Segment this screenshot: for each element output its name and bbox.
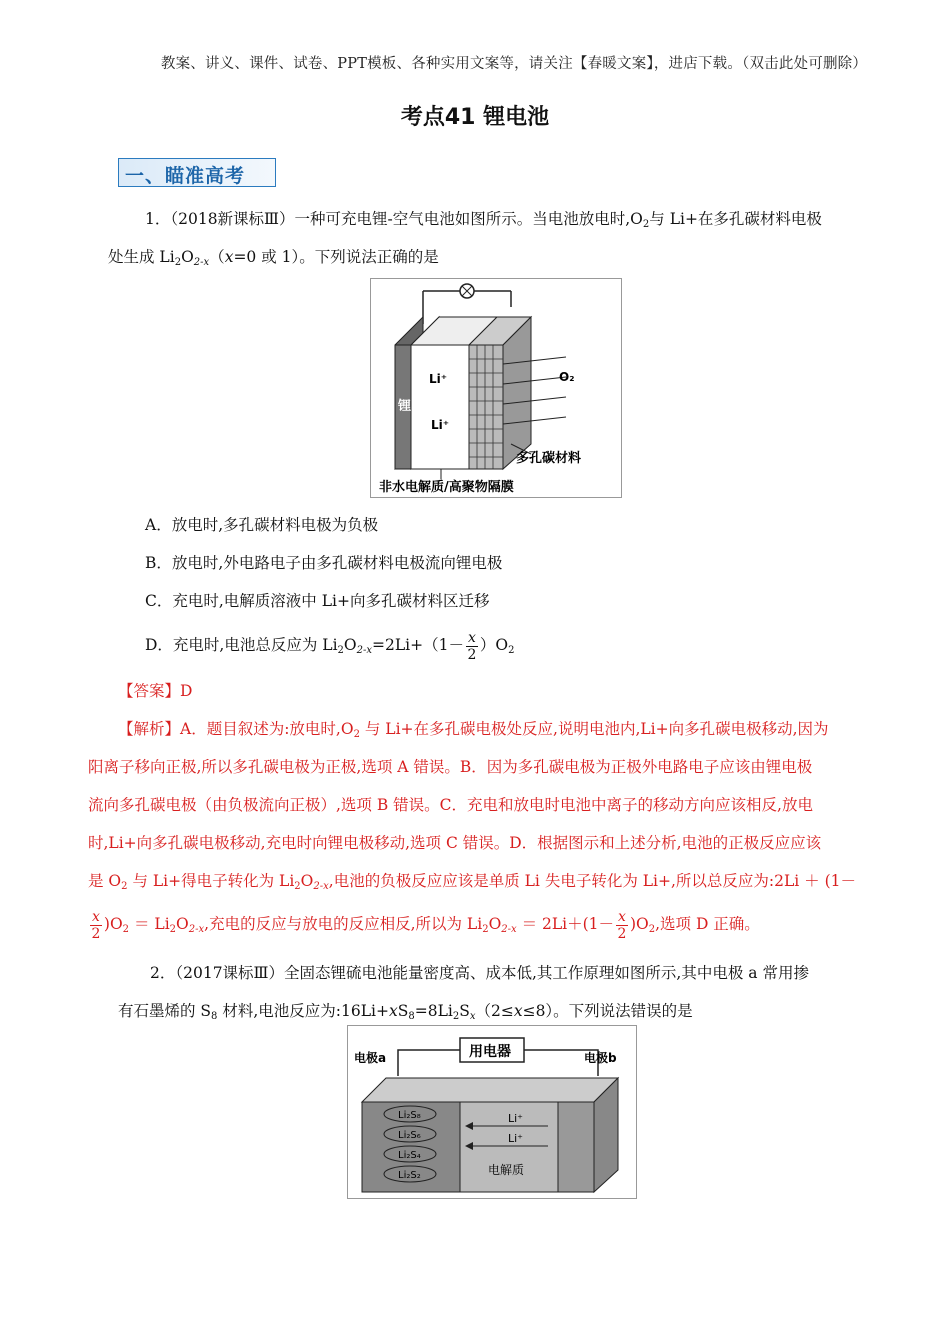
exp-line-6: $\frac{x}{2}$ )$O_2 = Li_2O_{2-x}$,充电的反应与放电的反应相反,所以为 $Li_2O_{2-x} = 2Li+(1-$ $\frac{x}{2}$ )$O_2$,选项 D 正确。	[91, 908, 760, 942]
q2-line1: 2．（2017课标Ⅲ）全固态锂硫电池能量密度高、成本低,其工作原理如图所示,其中电极 a 常用掺	[150, 964, 809, 982]
page-title: 考点41 锂电池	[400, 105, 550, 130]
li2s2-label: Li₂S₂	[398, 1170, 421, 1181]
q1-option-b[interactable]: B．放电时,外电路电子由多孔碳材料电极流向锂电极	[145, 554, 503, 572]
lithium-label: 锂	[398, 399, 412, 414]
exp-line-1: 【解析】A．题目叙述为:放电时$,O_2$ 与 Li+在多孔碳电极处反应,说明电池内,Li+向多孔碳电极移动,因为	[118, 720, 829, 740]
fraction-x-over-2: $\frac{x}{2}$	[467, 629, 477, 663]
section-header	[118, 158, 276, 187]
exp-line-2: 阳离子移向正极,所以多孔碳电极为正极,选项 A 错误。B．因为多孔碳电极为正极外电路电子应该由锂电极	[88, 758, 813, 776]
q1-line2: 处生成 $Li_2O_{2-x}(x=0$ 或 1）。下列说法正确的是	[108, 248, 439, 268]
q1-option-a[interactable]: A．放电时,多孔碳材料电极为负极	[145, 516, 379, 534]
porous-carbon-label: 多孔碳材料	[516, 451, 582, 466]
li2s4-label: Li₂S₄	[398, 1150, 421, 1161]
section-title: 一、瞄准高考	[125, 165, 246, 187]
q1-option-d[interactable]: D．充电时,电池总反应为 $Li_2O_{2-x}=2Li+(1-$ $\frac{x}{2}$ ）$O_2$	[145, 629, 515, 663]
li-ion-label-4: Li⁺	[508, 1132, 523, 1145]
membrane-label: 非水电解质/高聚物隔膜	[379, 480, 514, 495]
li-ion-label-1: Li⁺	[429, 372, 448, 386]
electrode-b-label: 电极b	[584, 1051, 617, 1065]
q1-line1: 1．（2018新课标Ⅲ）一种可充电锂-空气电池如图所示。当电池放电时$,O_2$与 Li+在多孔碳材料电极	[145, 210, 822, 230]
electrode-a-label: 电极a	[354, 1051, 387, 1065]
exp-line-4: 时,Li+向多孔碳电极移动,充电时向锂电极移动,选项 C 错误。D．根据图示和上述分析,电池的正极反应应该	[88, 834, 822, 852]
q1-answer: 【答案】D	[118, 682, 193, 700]
device-label: 用电器	[469, 1044, 511, 1060]
q1-option-c[interactable]: C．充电时,电解质溶液中 Li+向多孔碳材料区迁移	[145, 592, 490, 610]
li2s6-label: Li₂S₆	[398, 1130, 421, 1141]
li2s8-label: Li₂S₈	[398, 1110, 421, 1121]
electrolyte-label: 电解质	[488, 1163, 525, 1177]
o2-label: O₂	[559, 370, 575, 384]
li-air-battery-figure	[370, 278, 622, 498]
exp-line-3: 流向多孔碳电极（由负极流向正极）,选项 B 错误。C．充电和放电时电池中离子的移动方向应该相反,放电	[88, 796, 813, 814]
download-notice[interactable]: 教案、讲义、课件、试卷、PPT模板、各种实用文案等，请关注【春暖文案】，进店下载。（双击此处可删除）	[160, 56, 868, 72]
exp-line-5: 是 $O_2$ 与 Li+得电子转化为 $Li_2O_{2-x}$,电池的负极反应应该是单质 Li 失电子转化为 Li+,所以总反应为:2Li ＋ (1－	[88, 872, 857, 892]
q2-line2: 有石墨烯的 $S_8$ 材料,电池反应为$:16Li+xS_8=8Li_2S_x(2\le x\le 8)$。下列说法错误的是	[118, 1002, 693, 1022]
li-s-battery-figure	[347, 1025, 637, 1199]
li-ion-label-2: Li⁺	[431, 418, 450, 432]
li-ion-label-3: Li⁺	[508, 1112, 523, 1125]
